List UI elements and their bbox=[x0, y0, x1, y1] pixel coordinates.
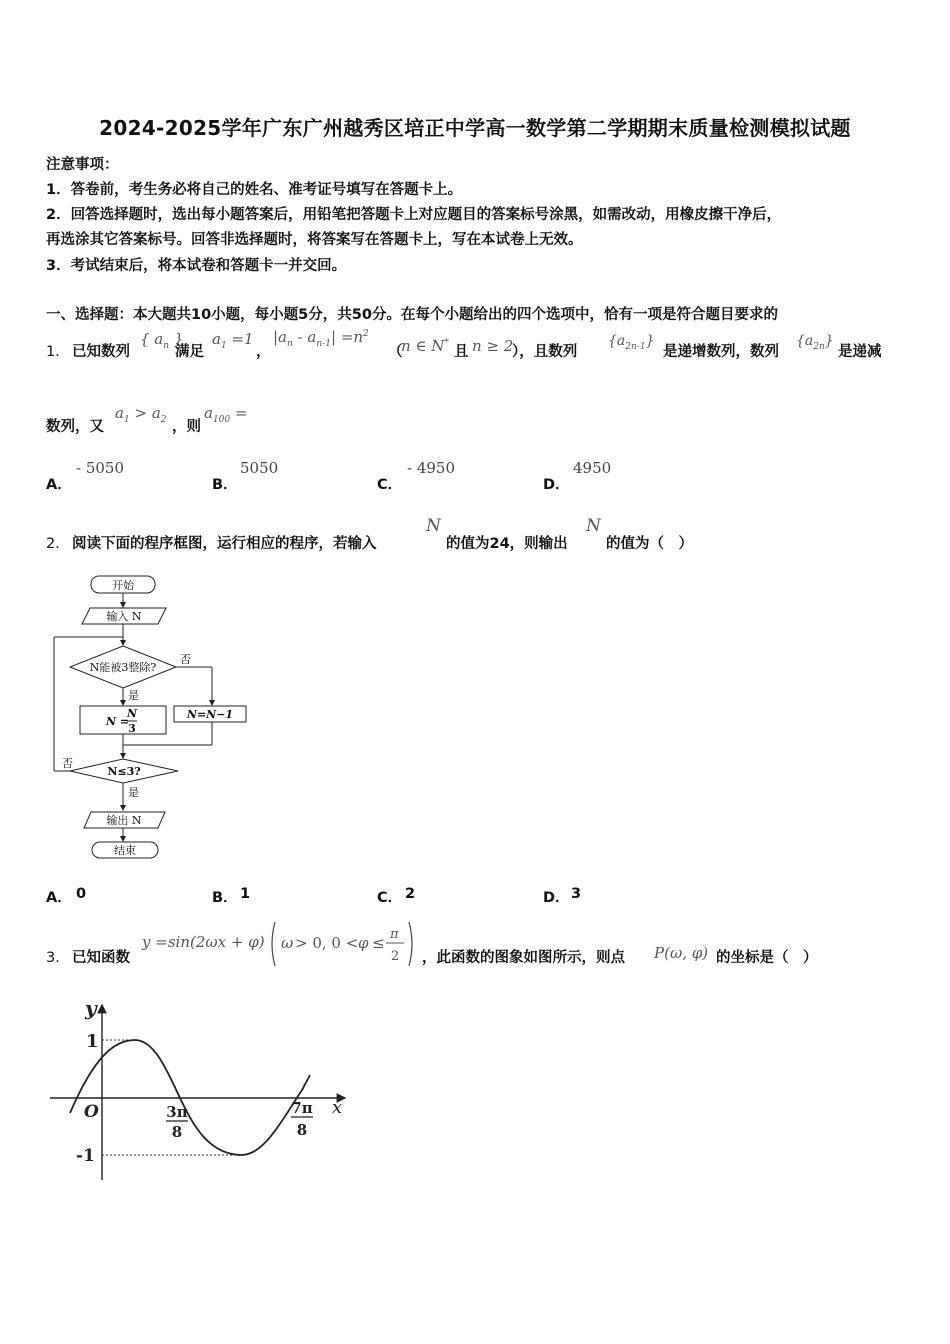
graph-x1-numerator: 3π bbox=[166, 1103, 188, 1121]
svg-text:ω: ω bbox=[281, 934, 294, 952]
notice-item-2a: 2．回答选择题时，选出每小题答案后，用铅笔把答题卡上对应题目的答案标号涂黑，如需改动，用橡皮擦干净后， bbox=[46, 207, 782, 223]
q3-sine-graph bbox=[40, 995, 360, 1195]
svg-text:φ: φ bbox=[358, 934, 369, 952]
q1-seq-odd: $\{a_{2n-1}\}$ bbox=[608, 333, 655, 352]
q3-function: y =sin(2ωx + φ) bbox=[142, 933, 265, 951]
q1-n-ge-2: n ≥ 2 bbox=[472, 337, 514, 355]
q1-a1-eq: $a_1 =1$ bbox=[212, 330, 254, 351]
q1-number: 1． bbox=[46, 344, 70, 360]
flow-assign1-numerator: N bbox=[126, 707, 138, 720]
q2-option-c-label[interactable]: C． bbox=[377, 890, 403, 906]
q2-text-2: 的值为24，则输出 bbox=[446, 536, 568, 552]
q1-n-in-N: n ∈ N* bbox=[401, 337, 449, 355]
q1-text-3: ， bbox=[256, 344, 271, 360]
q1-option-a-label[interactable]: A． bbox=[46, 477, 72, 493]
q2-option-a-value: 0 bbox=[76, 886, 87, 902]
q1-option-d-value: 4950 bbox=[573, 459, 612, 477]
q1-seq-an: { $a_n$ } bbox=[140, 330, 184, 351]
flow-input-label: 输入 N bbox=[106, 610, 142, 623]
notice-item-1: 1．答卷前，考生务必将自己的姓名、准考证号填写在答题卡上。 bbox=[46, 182, 463, 198]
svg-text:≤: ≤ bbox=[372, 934, 385, 952]
graph-y-label: y bbox=[85, 996, 97, 1020]
flow-start-label: 开始 bbox=[112, 579, 134, 592]
q2-option-d-value: 3 bbox=[571, 886, 582, 902]
q2-option-c-value: 2 bbox=[405, 886, 416, 902]
q2-option-b-value: 1 bbox=[240, 886, 251, 902]
flow-cond2-label: N≤3? bbox=[107, 765, 141, 778]
q2-var-n-1: N bbox=[426, 516, 441, 536]
q3-condition bbox=[268, 920, 418, 968]
flow-assign1-denominator: 3 bbox=[128, 722, 136, 735]
q2-option-a-label[interactable]: A． bbox=[46, 890, 72, 906]
graph-x2-denominator: 8 bbox=[296, 1121, 308, 1139]
flow-cond1-no: 否 bbox=[180, 653, 191, 666]
notice-item-3: 3．考试结束后，将本试卷和答题卡一并交回。 bbox=[46, 258, 347, 274]
q3-number: 3． bbox=[46, 950, 70, 966]
notice-item-2b: 再选涂其它答案标号。回答非选择题时，将答案写在答题卡上，写在本试卷上无效。 bbox=[46, 232, 583, 248]
page-title: 2024-2025学年广东广州越秀区培正中学高一数学第二学期期末质量检测模拟试题 bbox=[99, 116, 851, 140]
q2-text-3: 的值为（ ） bbox=[606, 536, 693, 552]
q1-a1-gt-a2: $a_1 > a_2$ bbox=[115, 404, 167, 425]
q1-text-5: 且 bbox=[454, 344, 469, 360]
q3-text-1: 已知函数 bbox=[72, 950, 130, 966]
q1-option-a-value: - 5050 bbox=[76, 459, 125, 477]
flow-cond2-yes: 是 bbox=[128, 786, 139, 799]
q1-text-6: ），且数列 bbox=[512, 344, 578, 360]
flow-assign1-lhs: N = bbox=[106, 715, 130, 728]
graph-x2-numerator: 7π bbox=[291, 1099, 313, 1117]
q1-text-9: 数列，又 bbox=[46, 419, 104, 435]
q2-flowchart bbox=[40, 570, 270, 865]
q1-option-c-label[interactable]: C． bbox=[377, 477, 403, 493]
q1-option-b-value: 5050 bbox=[240, 459, 279, 477]
q3-point-p: P(ω, φ) bbox=[654, 944, 709, 962]
q1-option-d-label[interactable]: D． bbox=[543, 477, 570, 493]
q1-text-10: ，则 bbox=[172, 419, 201, 435]
graph-x-label: x bbox=[332, 1097, 343, 1118]
q1-recurrence: $|a_n - a_{n-1}| =n^2$ bbox=[273, 328, 369, 349]
graph-y-top-label: 1 bbox=[86, 1031, 99, 1052]
svg-text:2: 2 bbox=[391, 949, 400, 964]
q2-option-d-label[interactable]: D． bbox=[543, 890, 570, 906]
q1-text-8: 是递减 bbox=[838, 344, 882, 360]
flow-cond2-no: 否 bbox=[62, 757, 73, 770]
flow-cond1-yes: 是 bbox=[128, 689, 139, 702]
q1-option-c-value: - 4950 bbox=[407, 459, 456, 477]
q1-text-2: 满足 bbox=[175, 344, 204, 360]
q3-text-3: 的坐标是（ ） bbox=[716, 950, 818, 966]
q1-a100: $a_{100}$ = bbox=[204, 404, 248, 425]
notice-heading: 注意事项： bbox=[46, 157, 119, 173]
q2-text-1: 阅读下面的程序框图，运行相应的程序，若输入 bbox=[72, 536, 377, 552]
q1-text-1: 已知数列 bbox=[72, 344, 130, 360]
q1-seq-even: $\{a_{2n}\}$ bbox=[796, 333, 834, 352]
q1-text-4: （ bbox=[388, 344, 403, 360]
section-heading: 一、选择题：本大题共10小题，每小题5分，共50分。在每个小题给出的四个选项中，恰有一项是符合题目要求的 bbox=[46, 307, 778, 323]
flow-end-label: 结束 bbox=[114, 844, 136, 857]
svg-text:> 0, 0 <: > 0, 0 < bbox=[295, 934, 359, 952]
flow-assign2-label: N=N−1 bbox=[186, 708, 234, 721]
q1-option-b-label[interactable]: B． bbox=[212, 477, 238, 493]
graph-x1-denominator: 8 bbox=[171, 1123, 183, 1141]
flow-cond1-label: N能被3整除? bbox=[89, 661, 157, 674]
q2-number: 2． bbox=[46, 536, 70, 552]
q3-text-2: ，此函数的图象如图所示，则点 bbox=[422, 950, 625, 966]
flow-output-label: 输出 N bbox=[106, 814, 142, 827]
q2-option-b-label[interactable]: B． bbox=[212, 890, 238, 906]
graph-origin-label: O bbox=[84, 1102, 99, 1122]
svg-text:π: π bbox=[390, 927, 399, 942]
q1-text-7: 是递增数列，数列 bbox=[663, 344, 779, 360]
graph-y-bottom-label: -1 bbox=[76, 1146, 95, 1166]
q2-var-n-2: N bbox=[586, 516, 601, 536]
